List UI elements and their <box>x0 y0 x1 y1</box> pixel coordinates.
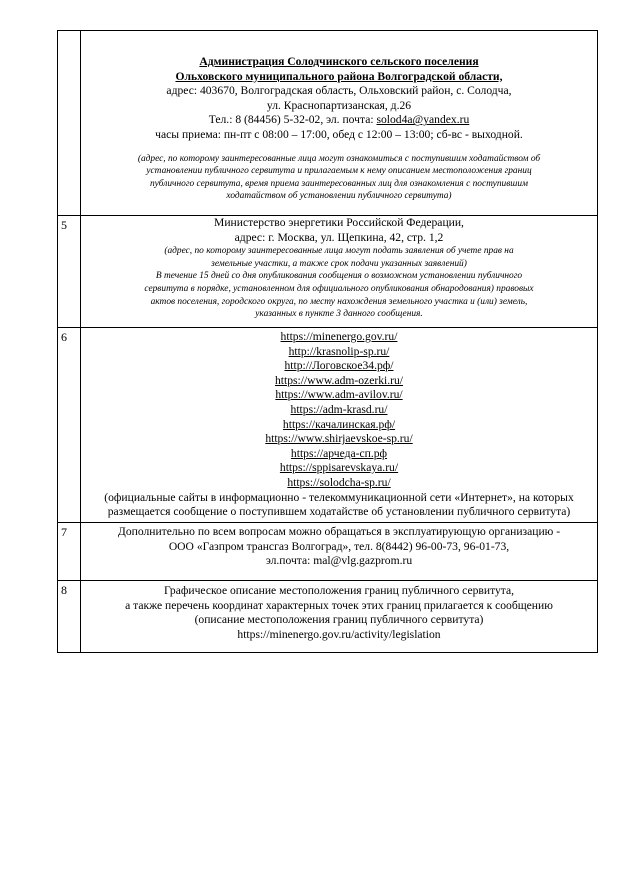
websites-cell <box>81 328 598 523</box>
website-link[interactable]: https://www.adm-ozerki.ru/ <box>274 373 404 387</box>
admin-note-line-2: установлении публичного сервитута и прилагаемым к нему описанием местоположения границ <box>146 166 532 177</box>
row-number-cell <box>58 581 81 653</box>
row-number-cell <box>58 328 81 523</box>
operator-line-1: Дополнительно по всем вопросам можно обращаться в эксплуатирующую организацию - <box>117 525 561 538</box>
ministry-term-line-3: актов поселения, городского округа, по месту нахождения земельного участка и (или) земель, <box>150 296 528 307</box>
website-link[interactable]: https://sppisarevskaya.ru/ <box>279 461 399 475</box>
website-link[interactable]: https://solodcha-sp.ru/ <box>287 475 391 489</box>
table-row-8 <box>58 581 598 653</box>
graphic-line-2: а также перечень координат характерных точек этих границ прилагается к сообщению <box>125 598 553 612</box>
graphic-line-3: (описание местоположения границ публичного сервитута) <box>194 613 484 627</box>
ministry-term-line-1: В течение 15 дней со дня опубликования сообщения о возможном установлении публичного <box>155 271 523 282</box>
admin-name-line-2: Ольховского муниципального района Волгоградской области, <box>175 69 503 83</box>
website-link[interactable]: https://minenergo.gov.ru/ <box>280 330 398 343</box>
website-link[interactable]: https://www.shirjaevskoe-sp.ru/ <box>265 432 413 446</box>
website-link[interactable]: https://adm-krasd.ru/ <box>290 402 388 416</box>
websites-description-line-2: размещается сообщение о поступившем ходатайстве об установлении публичного сервитута) <box>107 505 571 519</box>
ministry-cell <box>81 216 598 328</box>
website-link[interactable]: http://krasnolip-sp.ru/ <box>288 344 390 358</box>
info-table <box>57 30 598 653</box>
table-row-6 <box>58 328 598 523</box>
row-number-cell <box>58 31 81 216</box>
table-row-administration <box>58 31 598 216</box>
ministry-term-line-2: сервитута в порядке, установленном для официального опубликования обнародования) правовых <box>144 283 534 294</box>
admin-note-line-1: (адрес, по которому заинтересованные лица могут ознакомиться с поступившим ходатайством об <box>137 153 541 164</box>
admin-hours-line: часы приема: пн-пт с 08:00 – 17:00, обед с 12:00 – 13:00; сб-вс - выходной. <box>155 127 523 141</box>
ministry-address-line: адрес: г. Москва, ул. Щепкина, 42, стр. 1,2 <box>234 230 444 244</box>
admin-note-line-4: ходатайством об установлении публичного сервитута) <box>226 191 452 202</box>
row-number: 6 <box>61 330 67 344</box>
admin-address-line-1: адрес: 403670, Волгоградская область, Ольховский район, с. Солодча, <box>166 84 512 98</box>
graphic-line-1: Графическое описание местоположения границ публичного сервитута, <box>163 584 515 597</box>
website-link[interactable]: http://Логовское34.рф/ <box>284 359 394 373</box>
website-link[interactable]: https://арчеда-сп.рф <box>290 446 388 460</box>
admin-phone: Тел.: 8 (84456) 5-32-02, эл. почта: <box>208 113 377 127</box>
admin-name-line-1: Администрация Солодчинского сельского поселения <box>199 55 479 68</box>
row-number: 5 <box>61 218 67 232</box>
operator-line-2: ООО «Газпром трансгаз Волгоград», тел. 8(8442) 96-00-73, 96-01-73, <box>168 539 510 553</box>
website-link[interactable]: https://www.adm-avilov.ru/ <box>275 388 403 402</box>
ministry-note-line-1: (адрес, по которому заинтересованные лица могут подать заявления об учете прав на <box>164 246 514 257</box>
graphic-description-cell <box>81 581 598 653</box>
websites-description-line-1: (официальные сайты в информационно - телекоммуникационной сети «Интернет», на которых <box>104 490 574 504</box>
website-link[interactable]: https://качалинская.рф/ <box>282 417 396 431</box>
operator-cell <box>81 523 598 581</box>
row-number: 8 <box>61 583 67 597</box>
table-row-5 <box>58 216 598 328</box>
table-row-7 <box>58 523 598 581</box>
admin-address-line-2: ул. Краснопартизанская, д.26 <box>266 98 412 112</box>
row-number: 7 <box>61 525 67 539</box>
legislation-link[interactable]: https://minenergo.gov.ru/activity/legislation <box>237 627 441 641</box>
operator-email-line: эл.почта: mal@vlg.gazprom.ru <box>265 554 413 568</box>
admin-contacts-line <box>83 113 595 128</box>
row-number-cell <box>58 523 81 581</box>
admin-note-line-3: публичного сервитута, время приема заинтересованных лиц для ознакомления с поступившим <box>149 178 529 189</box>
administration-cell <box>81 31 598 216</box>
admin-email-link[interactable]: solod4a@yandex.ru <box>376 113 470 127</box>
ministry-term-line-4: указанных в пункте 3 данного сообщения. <box>255 309 423 320</box>
row-number-cell <box>58 216 81 328</box>
ministry-note-line-2: земельные участки, а также срок подачи указанных заявлений) <box>211 258 467 269</box>
ministry-name-line: Министерство энергетики Российской Федерации, <box>214 216 464 229</box>
